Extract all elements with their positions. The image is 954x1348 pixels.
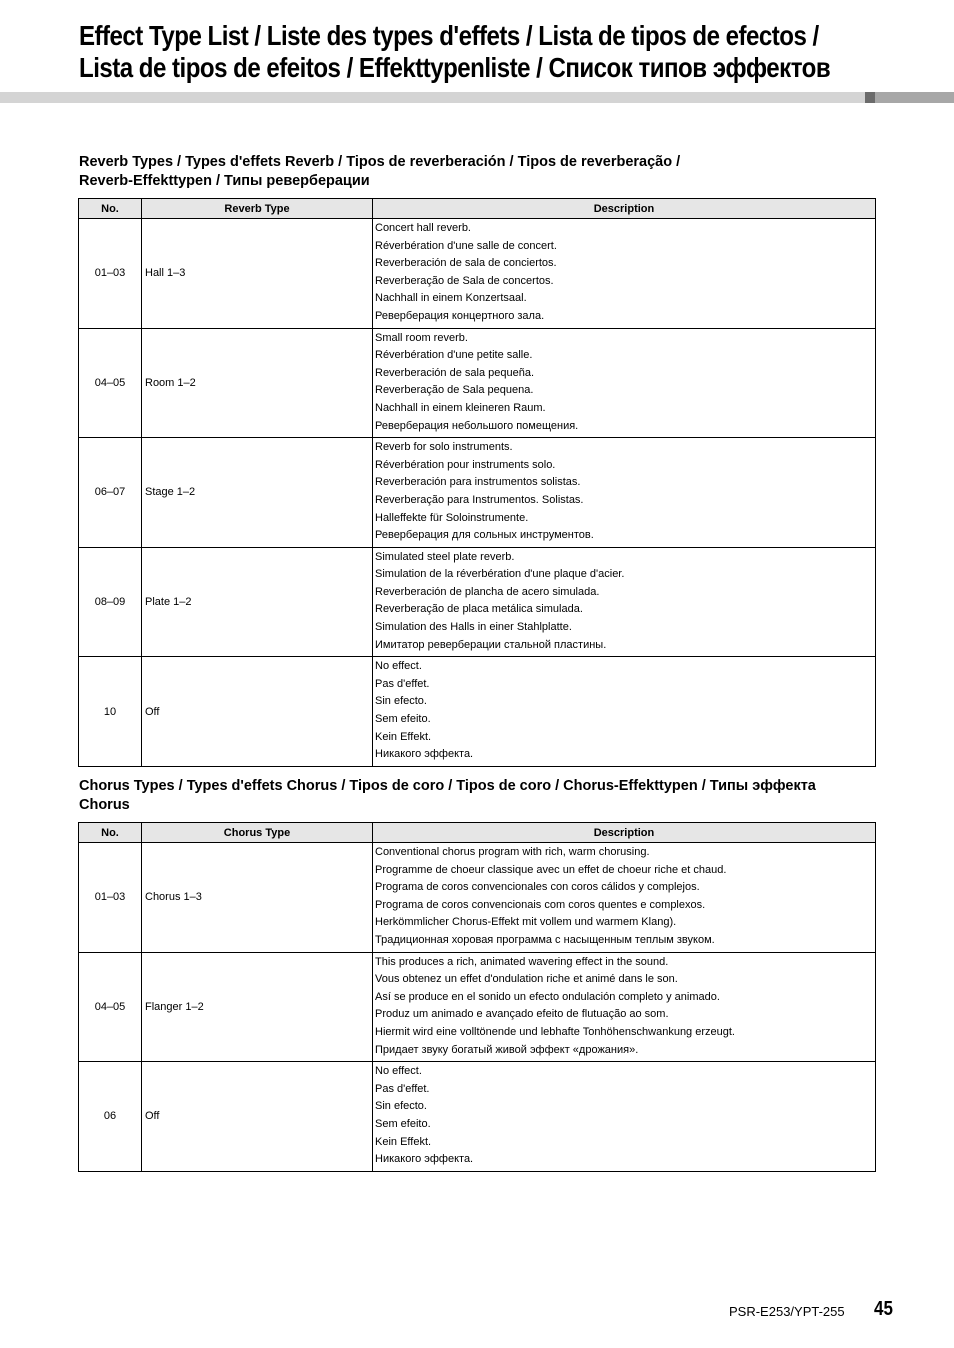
reverb-table (78, 198, 876, 767)
description-line: Pas d'effet. (375, 1082, 430, 1095)
description-line: Reverberação de placa metálica simulada. (375, 603, 583, 616)
effect-description (373, 952, 876, 1062)
description-line: Sem efeito. (375, 1117, 431, 1130)
description-line: Hiermit wird eine volltönende und lebhafte Tonhöhenschwankung erzeugt. (375, 1025, 735, 1038)
description-line: Sin efecto. (375, 1100, 427, 1113)
description-line: Sin efecto. (375, 695, 427, 708)
description-line: Así se produce en el sonido un efecto ondulación completo y animado. (375, 990, 720, 1003)
chorus-heading-line-1: Chorus Types / Types d'effets Chorus / Tipos de coro / Tipos de coro / Chorus-Effekttypen / Типы эффекта (79, 778, 816, 794)
table-row (79, 219, 876, 329)
description-line: Concert hall reverb. (375, 222, 471, 234)
effect-type-name: Plate 1–2 (142, 547, 373, 657)
title-rule-accent-dark (865, 92, 875, 103)
table-row (79, 547, 876, 657)
effect-type-name: Flanger 1–2 (142, 952, 373, 1062)
reverb-heading-line-2: Reverb-Effekttypen / Типы реверберации (79, 173, 370, 189)
reverb-heading-line-1: Reverb Types / Types d'effets Reverb / Tipos de reverberación / Tipos de reverberação / (79, 154, 681, 170)
reverb-table-header-row (79, 199, 876, 219)
description-line: Reverberação de Sala de concertos. (375, 274, 554, 287)
description-line: Reverberación de sala de conciertos. (375, 257, 557, 270)
table-row (79, 328, 876, 438)
description-line: Имитатор реверберации стальной пластины. (375, 638, 607, 651)
description-line: Vous obtenez un effet d'ondulation riche et animé dans le son. (375, 973, 678, 986)
row-number: 06–07 (79, 438, 142, 548)
description-line: Reverberação de Sala pequena. (375, 384, 534, 397)
page-title (79, 20, 831, 84)
effect-description (373, 328, 876, 438)
table-row (79, 952, 876, 1062)
row-number: 06 (79, 1062, 142, 1172)
description-line: Kein Effekt. (375, 730, 432, 743)
effect-description (373, 438, 876, 548)
chorus-col-type: Chorus Type (142, 823, 373, 843)
table-row (79, 657, 876, 767)
chorus-table-header-row (79, 823, 876, 843)
effect-description (373, 843, 876, 953)
description-line: Kein Effekt. (375, 1135, 432, 1148)
description-line: Simulation de la réverbération d'une plaque d'acier. (375, 568, 625, 581)
description-line: Programa de coros convencionais com coros quentes e complexos. (375, 898, 706, 911)
description-line: Реверберация небольшого помещения. (375, 419, 579, 432)
table-row (79, 1062, 876, 1172)
chorus-table (78, 822, 876, 1172)
effect-type-name: Chorus 1–3 (142, 843, 373, 953)
description-line: Никакого эффекта. (375, 1153, 474, 1166)
effect-description (373, 657, 876, 767)
description-line: Simulation des Halls in einer Stahlplatte. (375, 621, 572, 634)
description-line: Sem efeito. (375, 713, 431, 726)
effect-type-name: Room 1–2 (142, 328, 373, 438)
row-number: 08–09 (79, 547, 142, 657)
footer-model-name: PSR-E253/YPT-255 (729, 1304, 845, 1319)
description-line: Simulated steel plate reverb. (375, 550, 515, 563)
row-number: 01–03 (79, 219, 142, 329)
effect-type-name: Off (142, 657, 373, 767)
effect-description (373, 219, 876, 329)
description-line: Традиционная хоровая программа с насыщенным теплым звуком. (375, 933, 715, 946)
description-line: Programa de coros convencionales con coros cálidos y complejos. (375, 881, 700, 894)
description-line: Reverberación para instrumentos solistas. (375, 476, 581, 489)
effect-description (373, 1062, 876, 1172)
reverb-col-description: Description (373, 199, 876, 219)
row-number: 04–05 (79, 328, 142, 438)
description-line: No effect. (375, 1065, 422, 1078)
description-line: Reverberação para Instrumentos. Solistas. (375, 493, 584, 506)
description-line: No effect. (375, 660, 422, 673)
chorus-col-no: No. (79, 823, 142, 843)
description-line: Halleffekte für Soloinstrumente. (375, 511, 529, 524)
description-line: Reverberación de plancha de acero simulada. (375, 585, 600, 598)
footer-page-number: 45 (874, 1298, 893, 1320)
description-line: Никакого эффекта. (375, 748, 474, 761)
reverb-section-heading (79, 153, 879, 191)
title-rule (0, 92, 954, 103)
description-line: Réverbération d'une salle de concert. (375, 239, 557, 252)
effect-description (373, 547, 876, 657)
description-line: Reverb for solo instruments. (375, 441, 513, 454)
description-line: Réverbération pour instruments solo. (375, 458, 556, 471)
chorus-col-description: Description (373, 823, 876, 843)
page-title-line-1: Effect Type List / Liste des types d'effets / Lista de tipos de efectos / (79, 20, 819, 51)
reverb-col-type: Reverb Type (142, 199, 373, 219)
chorus-heading-line-2: Chorus (79, 797, 130, 813)
description-line: Small room reverb. (375, 331, 468, 344)
description-line: Реверберация концертного зала. (375, 309, 545, 322)
description-line: Pas d'effet. (375, 677, 430, 690)
title-rule-accent-mid (875, 92, 954, 103)
reverb-col-no: No. (79, 199, 142, 219)
effect-type-name: Stage 1–2 (142, 438, 373, 548)
description-line: Nachhall in einem kleineren Raum. (375, 401, 546, 414)
row-number: 10 (79, 657, 142, 767)
description-line: Reverberación de sala pequeña. (375, 366, 535, 379)
page-title-line-2: Lista de tipos de efeitos / Effekttypenliste / Список типов эффектов (79, 52, 831, 83)
table-row (79, 438, 876, 548)
row-number: 04–05 (79, 952, 142, 1062)
description-line: Produz um animado e avançado efeito de flutuação ao som. (375, 1008, 669, 1021)
description-line: Nachhall in einem Konzertsaal. (375, 292, 527, 305)
row-number: 01–03 (79, 843, 142, 953)
description-line: Réverbération d'une petite salle. (375, 349, 533, 362)
table-row (79, 843, 876, 953)
description-line: Programme de choeur classique avec un effet de choeur riche et chaud. (375, 863, 727, 876)
description-line: Реверберация для сольных инструментов. (375, 529, 594, 542)
description-line: Herkömmlicher Chorus-Effekt mit vollem und warmem Klang). (375, 916, 677, 929)
effect-type-name: Off (142, 1062, 373, 1172)
description-line: Conventional chorus program with rich, warm chorusing. (375, 846, 650, 858)
effect-type-name: Hall 1–3 (142, 219, 373, 329)
chorus-section-heading (79, 777, 879, 815)
description-line: This produces a rich, animated wavering effect in the sound. (375, 955, 669, 968)
description-line: Придает звуку богатый живой эффект «дрожания». (375, 1043, 639, 1056)
